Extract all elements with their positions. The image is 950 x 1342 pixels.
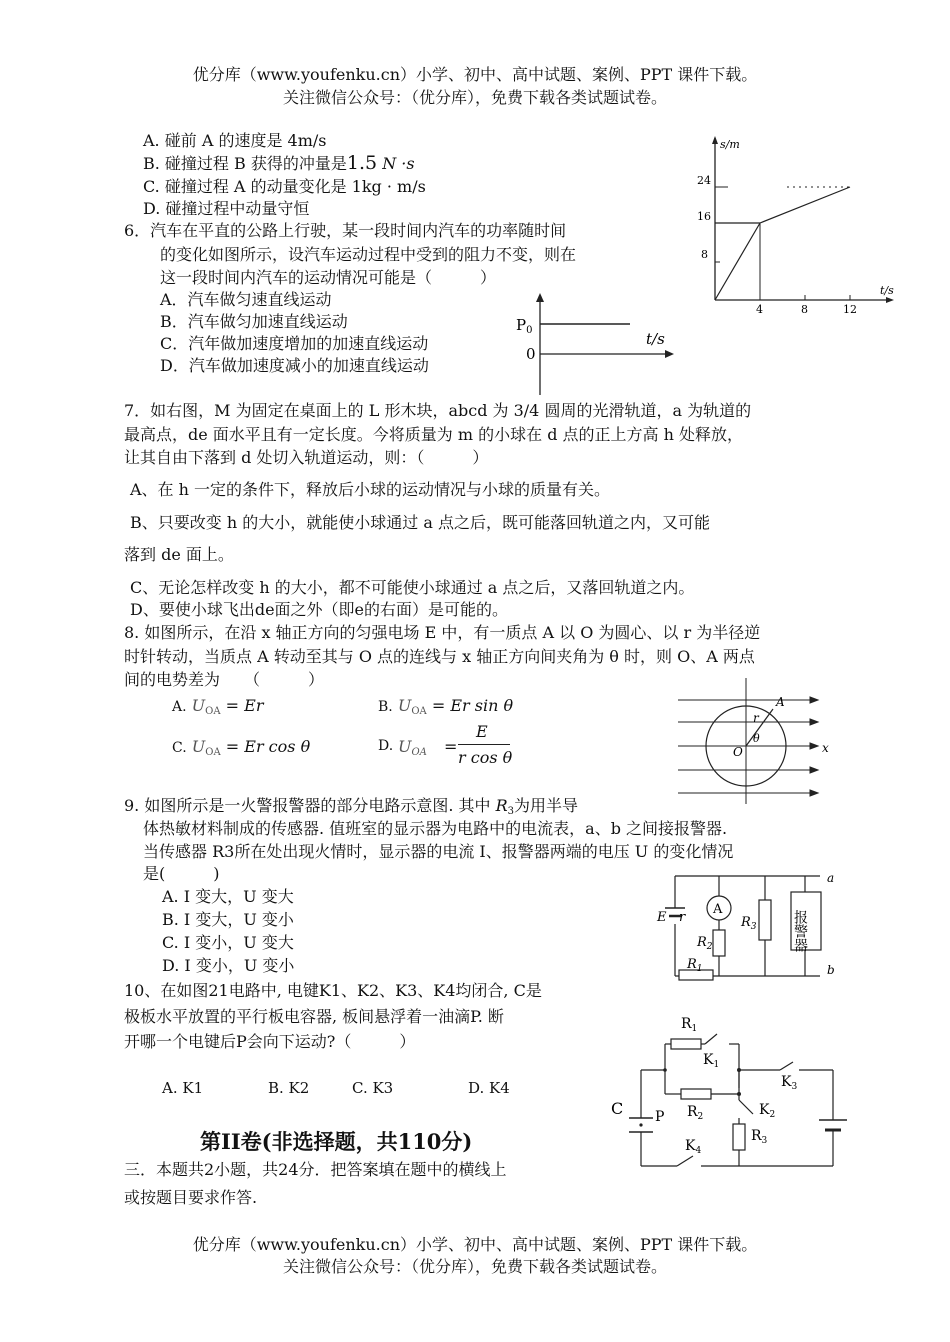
q5-option-d: D. 碰撞过程中动量守恒 [143, 199, 310, 218]
q5-ytick-16: 16 [697, 210, 711, 223]
q10-option-d: D. K4 [468, 1079, 510, 1097]
q10-k1-label: $K_1$ [703, 1052, 720, 1070]
q10-k2-label: $K_2$ [759, 1102, 776, 1120]
q10-option-a: A. K1 [162, 1079, 204, 1097]
q9-stem-line2: 体热敏材料制成的传感器. 值班室的显示器为电路中的电流表，a、b 之间接报警器. [143, 819, 728, 838]
q8-option-d-fraction-bar [458, 744, 510, 745]
q8-theta-label: θ [753, 732, 760, 745]
q5-line-a [715, 223, 760, 300]
q6-stem-line2: 的变化如图所示，设汽车运动过程中受到的阻力不变，则在 [160, 245, 577, 264]
q9-alarm-circuit [655, 866, 845, 984]
page-header-line2: 关注微信公众号：（优分库），免费下载各类试题试卷。 [282, 88, 667, 107]
q10-oil-drop [639, 1123, 642, 1126]
section2-instruction-line2: 或按题目要求作答. [124, 1188, 258, 1207]
q8-option-b [378, 696, 513, 722]
q5-ytick-8: 8 [701, 248, 708, 261]
page-footer-line2: 关注微信公众号：（优分库），免费下载各类试题试卷。 [282, 1257, 667, 1276]
q7-stem-line2: 最高点，de 面水平且有一定长度。今将质量为 m 的小球在 d 点的正上方高 h 处释放， [124, 425, 744, 444]
q9-option-a: A. I 变大，U 变大 [162, 887, 294, 906]
q6-p0-label: $P_0$ [516, 316, 533, 336]
q8-option-d-label: D. [378, 738, 394, 754]
q8-option-d-u: $U_{OA}$ [398, 737, 427, 758]
q6-power-graph [510, 290, 680, 398]
q9-r3-label: $R_3$ [741, 915, 757, 932]
q10-stem-line3: 开哪一个电键后P会向下运动?（ ） [124, 1032, 416, 1051]
section2-instruction-line1: 三．本题共2小题，共24分．把答案填在题中的横线上 [124, 1160, 507, 1179]
q5-xtick-4: 4 [756, 303, 763, 316]
q8-stem-line1: 8. 如图所示，在沿 x 轴正方向的匀强电场 E 中，有一质点 A 以 O 为圆心、以 r 为半径逆 [124, 623, 761, 642]
q8-option-c-u: U [191, 737, 206, 756]
q8-point-a-label: A [776, 695, 785, 709]
q10-option-c: C. K3 [352, 1079, 394, 1097]
q9-ammeter-label: A [713, 902, 723, 917]
q9-terminal-a: a [827, 871, 835, 885]
q9-option-c: C. I 变小，U 变大 [162, 933, 294, 952]
q9-r2-label: $R_2$ [697, 935, 713, 952]
q6-stem-line3: 这一段时间内汽车的运动情况可能是（ ） [160, 268, 497, 287]
q6-option-c: C．汽年做加速度增加的加速直线运动 [160, 334, 429, 353]
q8-option-d-eq: = [444, 737, 458, 756]
q8-field-diagram [676, 676, 836, 806]
q8-x-label: x [822, 741, 829, 755]
q6-option-b: B．汽车做匀加速直线运动 [160, 312, 348, 331]
q9-option-b: B. I 变大，U 变小 [162, 910, 294, 929]
q5-ytick-24: 24 [697, 174, 711, 187]
q10-r1-label: $R_1$ [681, 1016, 698, 1034]
q5-displacement-graph [690, 130, 905, 320]
q6-option-d: D．汽车做加速度减小的加速直线运动 [160, 356, 429, 375]
q8-option-d-denominator: r cos θ [458, 748, 513, 767]
q10-r2-label: $R_2$ [687, 1104, 704, 1122]
q5-option-b-unit: N ·s [382, 154, 415, 173]
q5-option-b-value: 1.5 [346, 152, 378, 174]
q10-capacitor-label: C [611, 1099, 624, 1118]
q8-r-label: r [753, 711, 759, 725]
q7-option-c: C、无论怎样改变 h 的大小，都不可能使小球通过 a 点之后，又落回轨道之内。 [130, 578, 695, 597]
q8-option-c [172, 737, 310, 763]
q8-origin-label: O [733, 745, 743, 759]
q8-option-a-rhs: = Er [225, 696, 264, 715]
q5-line-after [760, 187, 850, 223]
q9-emf-label: E [657, 910, 667, 925]
q6-t-label: t/s [646, 330, 665, 348]
q8-option-a-sub: OA [205, 706, 221, 717]
q10-oil-drop-label: P [655, 1109, 665, 1125]
q8-option-a-label: A. [172, 699, 187, 715]
q5-xtick-8: 8 [801, 303, 808, 316]
q8-option-b-sub: OA [411, 706, 427, 717]
q10-k3-label: $K_3$ [781, 1074, 798, 1092]
q10-stem-line2: 极板水平放置的平行板电容器, 板间悬浮着一油滴P. 断 [124, 1007, 504, 1026]
q5-option-a: A. 碰前 A 的速度是 4m/s [143, 131, 327, 150]
q5-option-b-text: B. 碰撞过程 B 获得的冲量是 [143, 154, 347, 173]
q9-stem-line1-text: 9. 如图所示是一火警报警器的部分电路示意图. 其中 [124, 796, 496, 815]
q7-stem-line1: 7．如右图，M 为固定在桌面上的 L 形木块，abcd 为 3/4 圆周的光滑轨道，a 为轨道的 [124, 401, 752, 420]
section2-title: 第II卷(非选择题，共110分) [200, 1129, 473, 1154]
q9-internal-r-label: r [679, 910, 686, 925]
q8-option-b-rhs: = Er sin θ [431, 696, 514, 715]
q9-stem-line4: 是( ) [143, 864, 220, 883]
q8-option-c-sub: OA [205, 747, 221, 758]
page-header-line1: 优分库（www.youfenku.cn）小学、初中、高中试题、案例、PPT 课件下载。 [192, 65, 758, 84]
q10-k4-label: $K_4$ [685, 1138, 702, 1156]
q9-stem-line3: 当传感器 R3所在处出现火情时，显示器的电流 I、报警器两端的电压 U 的变化情况 [143, 842, 734, 861]
q9-terminal-b: b [827, 963, 835, 977]
q7-option-a: A、在 h 一定的条件下，释放后小球的运动情况与小球的质量有关。 [130, 480, 611, 499]
q9-alarm-label: 报警器 [792, 910, 808, 952]
q6-origin-label: 0 [526, 345, 536, 363]
q5-y-label: s/m [720, 138, 740, 151]
q9-option-d: D. I 变小，U 变小 [162, 956, 295, 975]
q9-r1-label: $R_1$ [687, 957, 703, 974]
q10-r3-label: $R_3$ [751, 1128, 768, 1146]
q8-stem-line2: 时针转动，当质点 A 转动至其与 O 点的连线与 x 轴正方向间夹角为 θ 时，则 O、A 两点 [124, 647, 755, 666]
q5-x-label: t/s [880, 284, 894, 297]
q7-stem-line3: 让其自由下落到 d 处切入轨道运动，则：（ ） [124, 448, 489, 467]
q10-option-b: B. K2 [268, 1079, 310, 1097]
q9-stem-line1-post: 为用半导 [514, 796, 579, 815]
q9-r3: R [495, 796, 508, 815]
q8-option-d-numerator: E [476, 722, 488, 741]
q8-option-b-label: B. [378, 699, 393, 715]
q8-option-c-rhs: = Er cos θ [225, 737, 311, 756]
q5-option-b [143, 153, 415, 174]
q7-option-b-line2: 落到 de 面上。 [124, 545, 234, 564]
q8-option-a [172, 696, 263, 722]
page-footer-line1: 优分库（www.youfenku.cn）小学、初中、高中试题、案例、PPT 课件下载。 [192, 1235, 758, 1254]
q6-stem-line1: 6．汽车在平直的公路上行驶，某一段时间内汽车的功率随时间 [124, 221, 567, 240]
q10-capacitor-circuit [605, 1010, 855, 1175]
q7-option-b-line1: B、只要改变 h 的大小，就能使小球通过 a 点之后，既可能落回轨道之内，又可能 [130, 513, 710, 532]
q8-option-a-u: U [191, 696, 206, 715]
q9-r3-sub: 3 [507, 806, 515, 817]
q6-option-a: A．汽车做匀速直线运动 [160, 290, 332, 309]
q10-stem-line1: 10、在如图21电路中, 电键K1、K2、K3、K4均闭合, C是 [124, 981, 542, 1000]
q8-option-b-u: U [397, 696, 412, 715]
q5-option-c: C. 碰撞过程 A 的动量变化是 1kg · m/s [143, 177, 426, 196]
q8-stem-line3: 间的电势差为 （ ） [124, 670, 325, 689]
q8-option-c-label: C. [172, 740, 187, 756]
q5-xtick-12: 12 [843, 303, 857, 316]
q7-option-d: D、要使小球飞出de面之外（即e的右面）是可能的。 [130, 600, 509, 619]
